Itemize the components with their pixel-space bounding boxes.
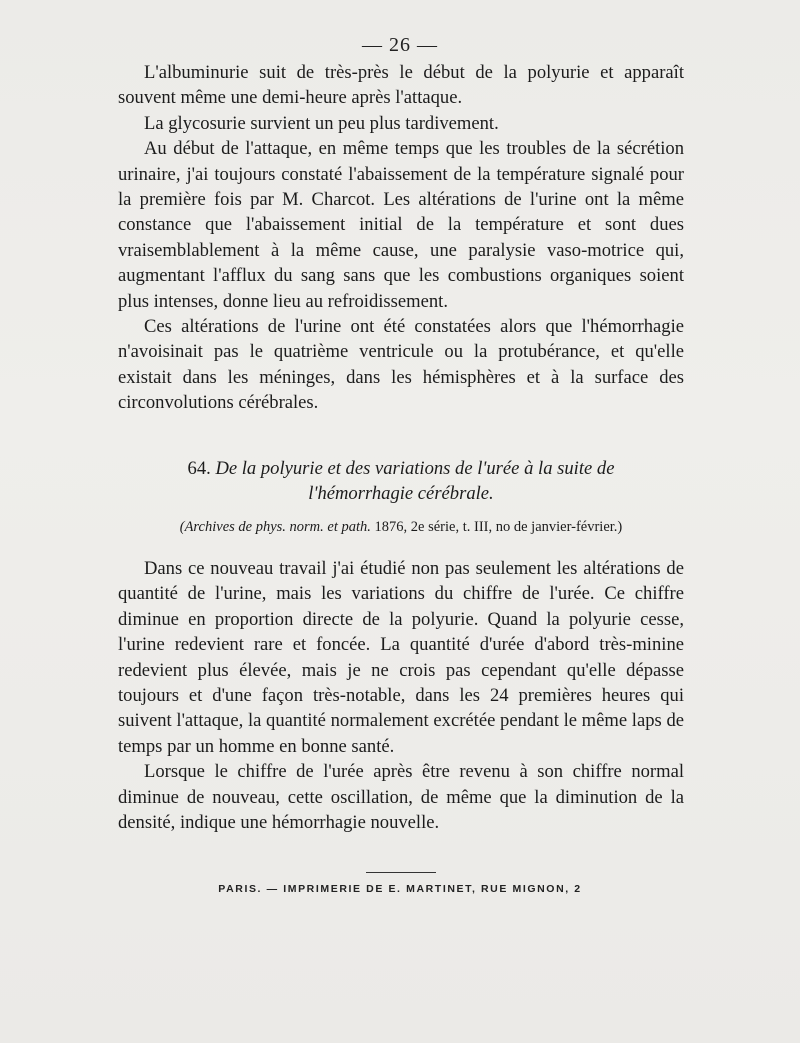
article-title-part-1: De la polyurie et des variations de l'urée à la suite de — [215, 458, 615, 479]
article-title-line-2: l'hémorrhagie cérébrale. — [308, 483, 494, 504]
paragraph-uree: Dans ce nouveau travail j'ai étudié non pas seulement les altérations de quantité de l'urine, mais les variations du chiffre de l'urée. Ce chiffre diminue en proportion directe de la polyurie. Quand la polyurie cesse, l'urine redevient rare et foncée. La quantité d'urée d'abord très-minine redevient plus élevée, mais je ne crois pas cependant qu'elle dépasse toujours et d'une façon très-notable, dans les 24 premières heures qui suivent l'attaque, la quantité normalement excrétée pendant le même laps de temps par un homme en bonne santé. — [118, 558, 684, 757]
paragraph-glycosurie: La glycosurie survient un peu plus tardivement. — [144, 112, 499, 134]
footer-rule — [366, 872, 436, 873]
page-number: — 26 — — [362, 34, 438, 56]
paragraph-temperature: Au début de l'attaque, en même temps que les troubles de la sécrétion urinaire, j'ai toujours constaté l'abaissement de la température signalé pour la première fois par M. Charcot. Les altérations de l'urine ont la même constance que l'abaissement initial de la température et sont dues vraisemblablement à la même cause, une paralysie vaso-motrice qui, augmentant l'afflux du sang sans que les combustions organiques soient plus intenses, donne lieu au refroidissement. — [118, 138, 684, 312]
top-section — [118, 60, 684, 416]
article-title-line-1 — [118, 456, 684, 481]
citation-details: 1876, 2e série, t. III, no de janvier-février.) — [374, 519, 623, 535]
article-number: 64. — [187, 458, 211, 479]
paragraph-albuminurie: L'albuminurie suit de très-près le début de la polyurie et apparaît souvent même une demi-heure après l'attaque. — [118, 62, 684, 109]
article-body — [118, 556, 684, 835]
article-heading — [118, 456, 684, 506]
article-citation — [118, 517, 684, 537]
paragraph-localisation: Ces altérations de l'urine ont été constatées alors que l'hémorrhagie n'avoisinait pas le quatrième ventricule ou la protubérance, et qu'elle existait dans les méninges, dans les hémisphères et à la surface des circonvolutions cérébrales. — [118, 316, 684, 414]
paragraph-oscillation: Lorsque le chiffre de l'urée après être revenu à son chiffre normal diminue de nouveau, cette oscillation, de même que la diminution de la densité, indique une hémorrhagie nouvelle. — [118, 761, 684, 834]
citation-journal: (Archives de phys. norm. et path. — [179, 519, 371, 535]
printer-imprint: PARIS. — IMPRIMERIE DE E. MARTINET, RUE MIGNON, 2 — [218, 883, 582, 895]
